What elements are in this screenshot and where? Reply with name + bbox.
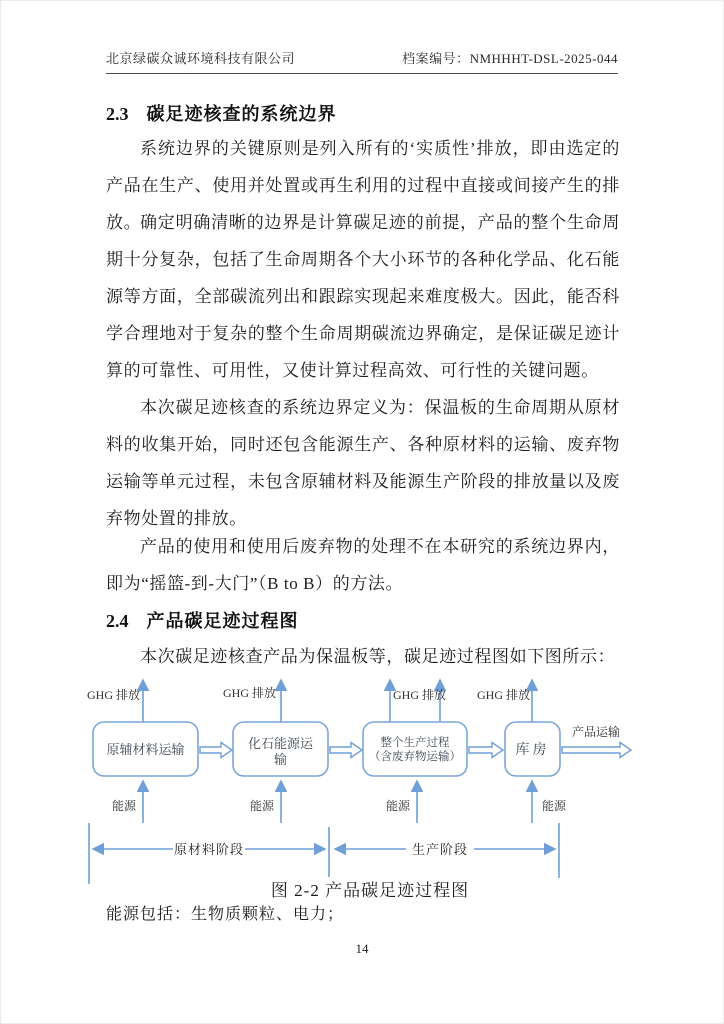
- box-fossil-energy-transport-label-line2: 输: [273, 752, 288, 767]
- box-production-process-label-line2: （含废弃物运输）: [369, 751, 461, 763]
- section-number: 2.3: [106, 104, 129, 124]
- ghg-label-1: GHG 排放: [87, 688, 140, 702]
- connector-arrow-3: [469, 743, 503, 758]
- paragraph-2-3-2: 确定明确清晰的边界是计算碳足迹的前提，产品的整个生命周期十分复杂，包括了生命周期各个大小环节的各种化学品、化石能源等方面，全部碳流列出和跟踪实现起来难度极大。因此，能否科学合理地对于复杂的整个生命周期碳流边界确定，是保证碳足迹计算的可靠性、可用性，又使计算过程高效、可行性的关键问题。: [106, 213, 620, 380]
- header-doc-number: 档案编号：NMHHHT-DSL-2025-044: [402, 51, 618, 66]
- page-number: 14: [355, 941, 369, 956]
- energy-label-2: 能源: [249, 799, 274, 813]
- connector-arrow-1: [200, 743, 232, 758]
- paragraph-2-3-3: 本次碳足迹核查的系统边界定义为：保温板的生命周期从原材料的收集开始，同时还包含能源生产、各种原材料的运输、废弃物运输等单元过程，未包含原辅材料及能源生产阶段的排放量以及废弃物处置的排放。: [106, 398, 620, 528]
- header-company: 北京绿碳众诚环境科技有限公司: [106, 51, 296, 66]
- connector-arrow-2: [330, 743, 362, 758]
- stage2-label: 生产阶段: [411, 842, 469, 857]
- section-number: 2.4: [106, 611, 129, 631]
- box-fossil-energy-transport-label-line1: 化石能源运: [247, 736, 314, 751]
- box-production-process-label-line1: 整个生产过程: [380, 737, 450, 749]
- paragraph-2-3-4: 产品的使用和使用后废弃物的处理不在本研究的系统边界内，即为“摇篮-到-大门”（B to B）的方法。: [106, 537, 620, 593]
- ghg-label-3: GHG 排放: [393, 688, 446, 702]
- section-heading-2-4: [106, 607, 618, 633]
- product-transport-label: 产品运输: [572, 725, 621, 739]
- section-heading-2-3: [106, 100, 618, 126]
- page-header: [106, 48, 618, 74]
- ghg-label-2: GHG 排放: [223, 686, 276, 700]
- box-warehouse-label: 库房: [515, 743, 550, 758]
- section-title: 碳足迹核查的系统边界: [146, 104, 337, 124]
- stage1-label: 原材料阶段: [173, 842, 245, 857]
- ghg-label-4: GHG 排放: [477, 688, 530, 702]
- paragraph-2-4-1: 本次碳足迹核查产品为保温板等，碳足迹过程图如下图所示：: [140, 647, 616, 666]
- carbon-footprint-process-diagram: [80, 668, 640, 908]
- box-raw-material-transport-label: 原辅材料运输: [106, 742, 185, 757]
- box-production-process: [363, 722, 467, 776]
- section-title: 产品碳足迹过程图: [146, 611, 299, 631]
- product-output-arrow: [562, 743, 631, 758]
- energy-label-1: 能源: [111, 799, 136, 813]
- paragraph-2-3-1: 系统边界的关键原则是列入所有的‘实质性’排放，即由选定的产品在生产、使用并处置或再生利用的过程中直接或间接产生的排放。: [106, 139, 620, 232]
- figure-caption: 图 2-2 产品碳足迹过程图: [270, 881, 470, 900]
- energy-note: 能源包括：生物质颗粒、电力；: [106, 906, 345, 923]
- energy-label-4: 能源: [542, 799, 567, 813]
- energy-label-3: 能源: [385, 799, 410, 813]
